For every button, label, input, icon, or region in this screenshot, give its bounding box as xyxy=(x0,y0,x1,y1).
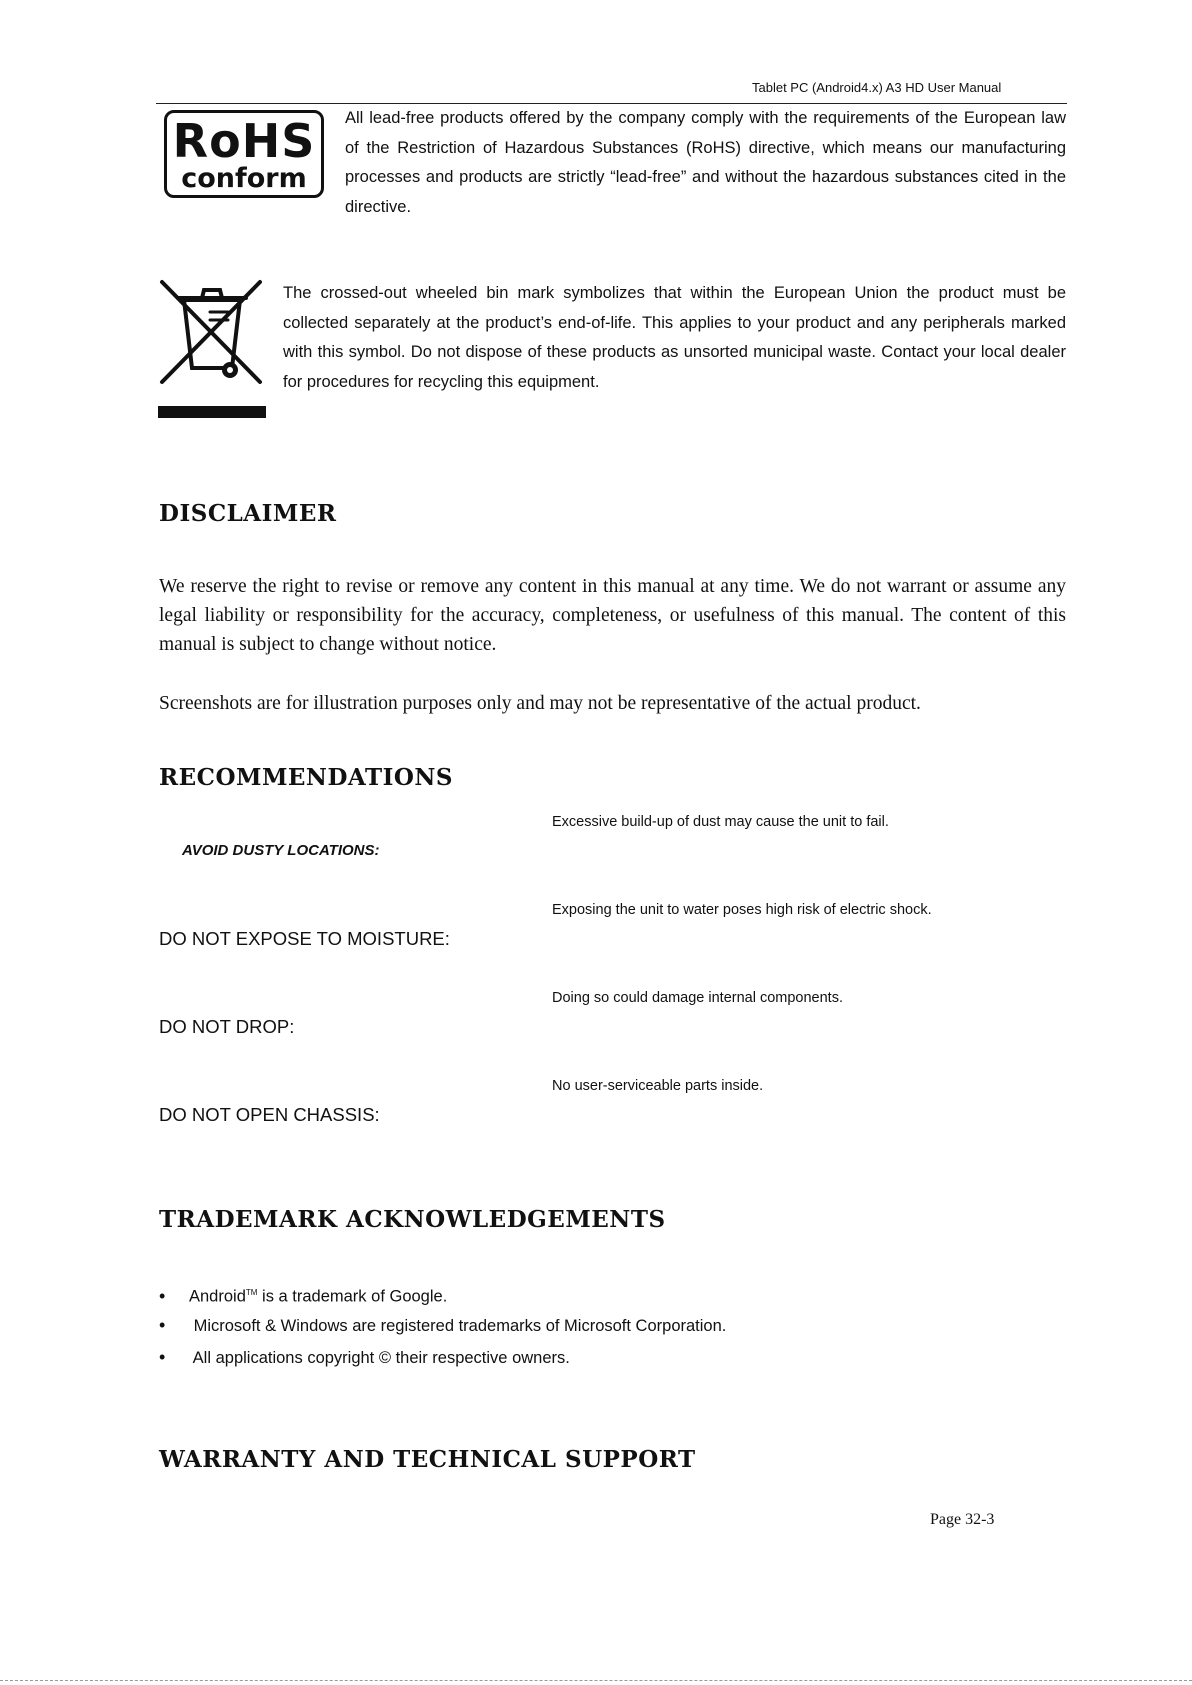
trademarks-heading: TRADEMARK ACKNOWLEDGEMENTS xyxy=(159,1206,666,1233)
rec-label-dust: AVOID DUSTY LOCATIONS: xyxy=(182,842,380,859)
recommendations-heading: RECOMMENDATIONS xyxy=(159,764,454,791)
disclaimer-paragraph-2: Screenshots are for illustration purposes only and may not be representative of the actual product. xyxy=(159,693,921,714)
trademark-android: Android xyxy=(189,1287,246,1306)
rec-desc-drop: Doing so could damage internal components. xyxy=(552,990,843,1006)
list-item xyxy=(159,1277,726,1309)
trademark-android-text: is a trademark of Google. xyxy=(257,1287,448,1306)
rec-label-chassis: DO NOT OPEN CHASSIS: xyxy=(159,1104,380,1125)
rec-desc-dust: Excessive build-up of dust may cause the unit to fail. xyxy=(552,814,889,830)
trademark-copyright: All applications copyright © their respective owners. xyxy=(189,1349,570,1367)
page-number: Page 32-3 xyxy=(930,1511,995,1528)
rec-label-drop: DO NOT DROP: xyxy=(159,1016,295,1037)
list-item xyxy=(159,1309,726,1341)
weee-statement: The crossed-out wheeled bin mark symbolizes that within the European Union the product must be collected separately at the product’s end-of-life. This applies to your product and any peripherals marked with this symbol. Do not dispose of these products as unsorted municipal waste. Contact your local dealer for procedures for recycling this equipment. xyxy=(283,284,1066,391)
rec-label-moisture: DO NOT EXPOSE TO MOISTURE: xyxy=(159,928,450,949)
trademark-symbol: TM xyxy=(245,1288,258,1297)
trademark-list xyxy=(159,1277,726,1373)
rec-desc-moisture: Exposing the unit to water poses high risk of electric shock. xyxy=(552,902,932,918)
trademark-microsoft: Microsoft & Windows are registered trademarks of Microsoft Corporation. xyxy=(189,1317,727,1335)
crossed-out-wheeled-bin-icon xyxy=(158,278,268,420)
disclaimer-heading: DISCLAIMER xyxy=(159,500,337,527)
disclaimer-paragraph-1: We reserve the right to revise or remove any content in this manual at any time. We do not warrant or assume any legal liability or responsibility for the accuracy, completeness, or usefulness of this manual. The content of this manual is subject to change without notice. xyxy=(159,576,1066,655)
rohs-logo xyxy=(164,110,324,198)
rohs-statement: All lead-free products offered by the company comply with the requirements of the European law of the Restriction of Hazardous Substances (RoHS) directive, which means our manufacturing processes and products are strictly “lead-free” and without the hazardous substances cited in the directive. xyxy=(345,109,1066,216)
bullet-icon: • xyxy=(159,1285,166,1306)
warranty-heading: WARRANTY AND TECHNICAL SUPPORT xyxy=(159,1446,696,1473)
rec-desc-chassis: No user-serviceable parts inside. xyxy=(552,1078,764,1094)
page-bottom-divider xyxy=(0,1680,1192,1681)
list-item xyxy=(159,1341,726,1373)
bullet-icon: • xyxy=(159,1315,166,1335)
rohs-logo-line1: RoHS xyxy=(172,114,316,168)
rohs-logo-line2: conform xyxy=(181,163,307,194)
bullet-icon: • xyxy=(159,1347,166,1367)
running-header: Tablet PC (Android4.x) A3 HD User Manual xyxy=(752,80,1002,95)
